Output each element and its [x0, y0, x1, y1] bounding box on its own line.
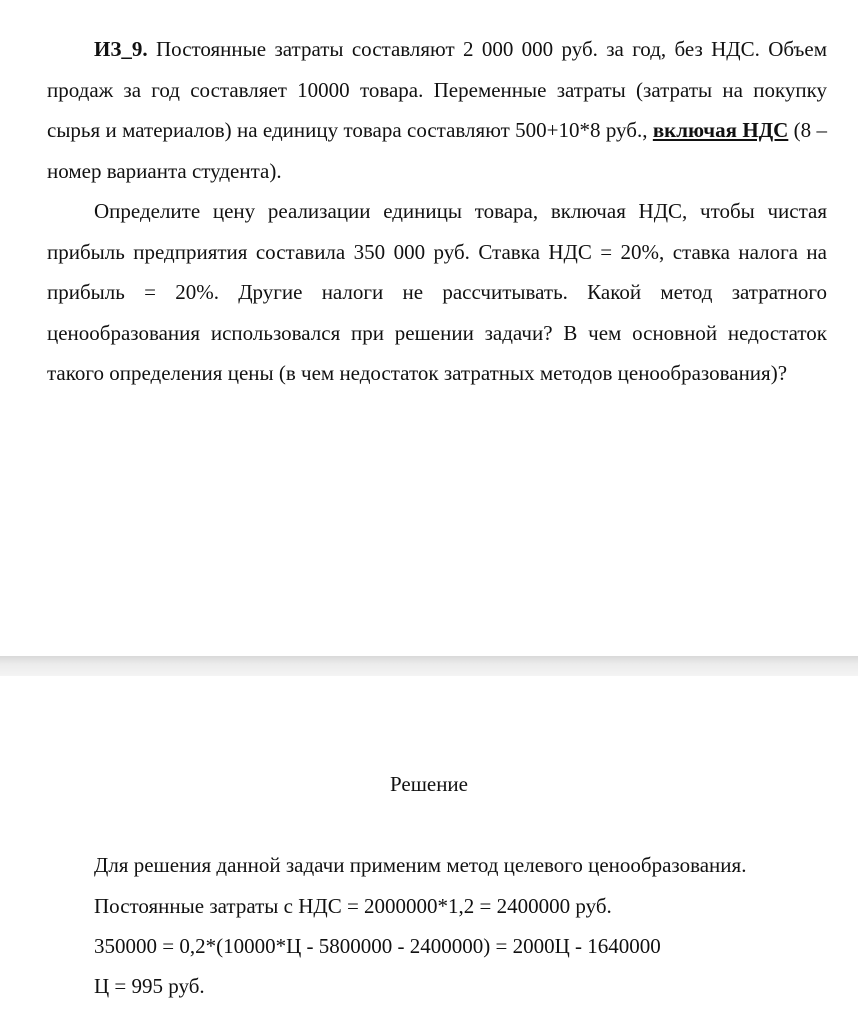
solution-title: Решение [389, 772, 468, 796]
task-label: ИЗ_9. [94, 37, 148, 61]
task-text-part2: (8 – номер варианта студента). [47, 118, 828, 183]
document-page-2 [0, 676, 858, 1013]
question-text: Определите цену реализации единицы товара, включая НДС, чтобы чистая прибыль предприятия составила 350 000 руб. Ставка НДС = 20%, ставка налога на прибыль = 20%. Другие налоги не рассчитывать. Какой метод затратного ценообразования использовался при решении задачи? В чем основной недостаток такого определения цены (в чем недостаток затратных методов ценообразования)? [47, 199, 827, 385]
vat-included-emphasis: включая НДС [652, 118, 789, 142]
solution-line-equation: 350000 = 0,2*(10000*Ц - 5800000 - 2400000) = 2000Ц - 1640000 [94, 934, 661, 958]
solution-line-price: Ц = 995 руб. [94, 974, 205, 998]
solution-line-fixed-costs: Постоянные затраты с НДС = 2000000*1,2 = 2400000 руб. [94, 894, 612, 918]
solution-line-method: Для решения данной задачи применим метод целевого ценообразования. [94, 853, 747, 877]
task-paragraph [47, 29, 827, 191]
question-paragraph [47, 191, 827, 394]
page-separator [0, 656, 858, 676]
task-text-part1: Постоянные затраты составляют 2 000 000 руб. за год, без НДС. Объем продаж за год составляет 10000 товара. Переменные затраты (затраты на покупку сырья и материалов) на единицу товара составляют 500+10*8 руб., [47, 37, 827, 142]
